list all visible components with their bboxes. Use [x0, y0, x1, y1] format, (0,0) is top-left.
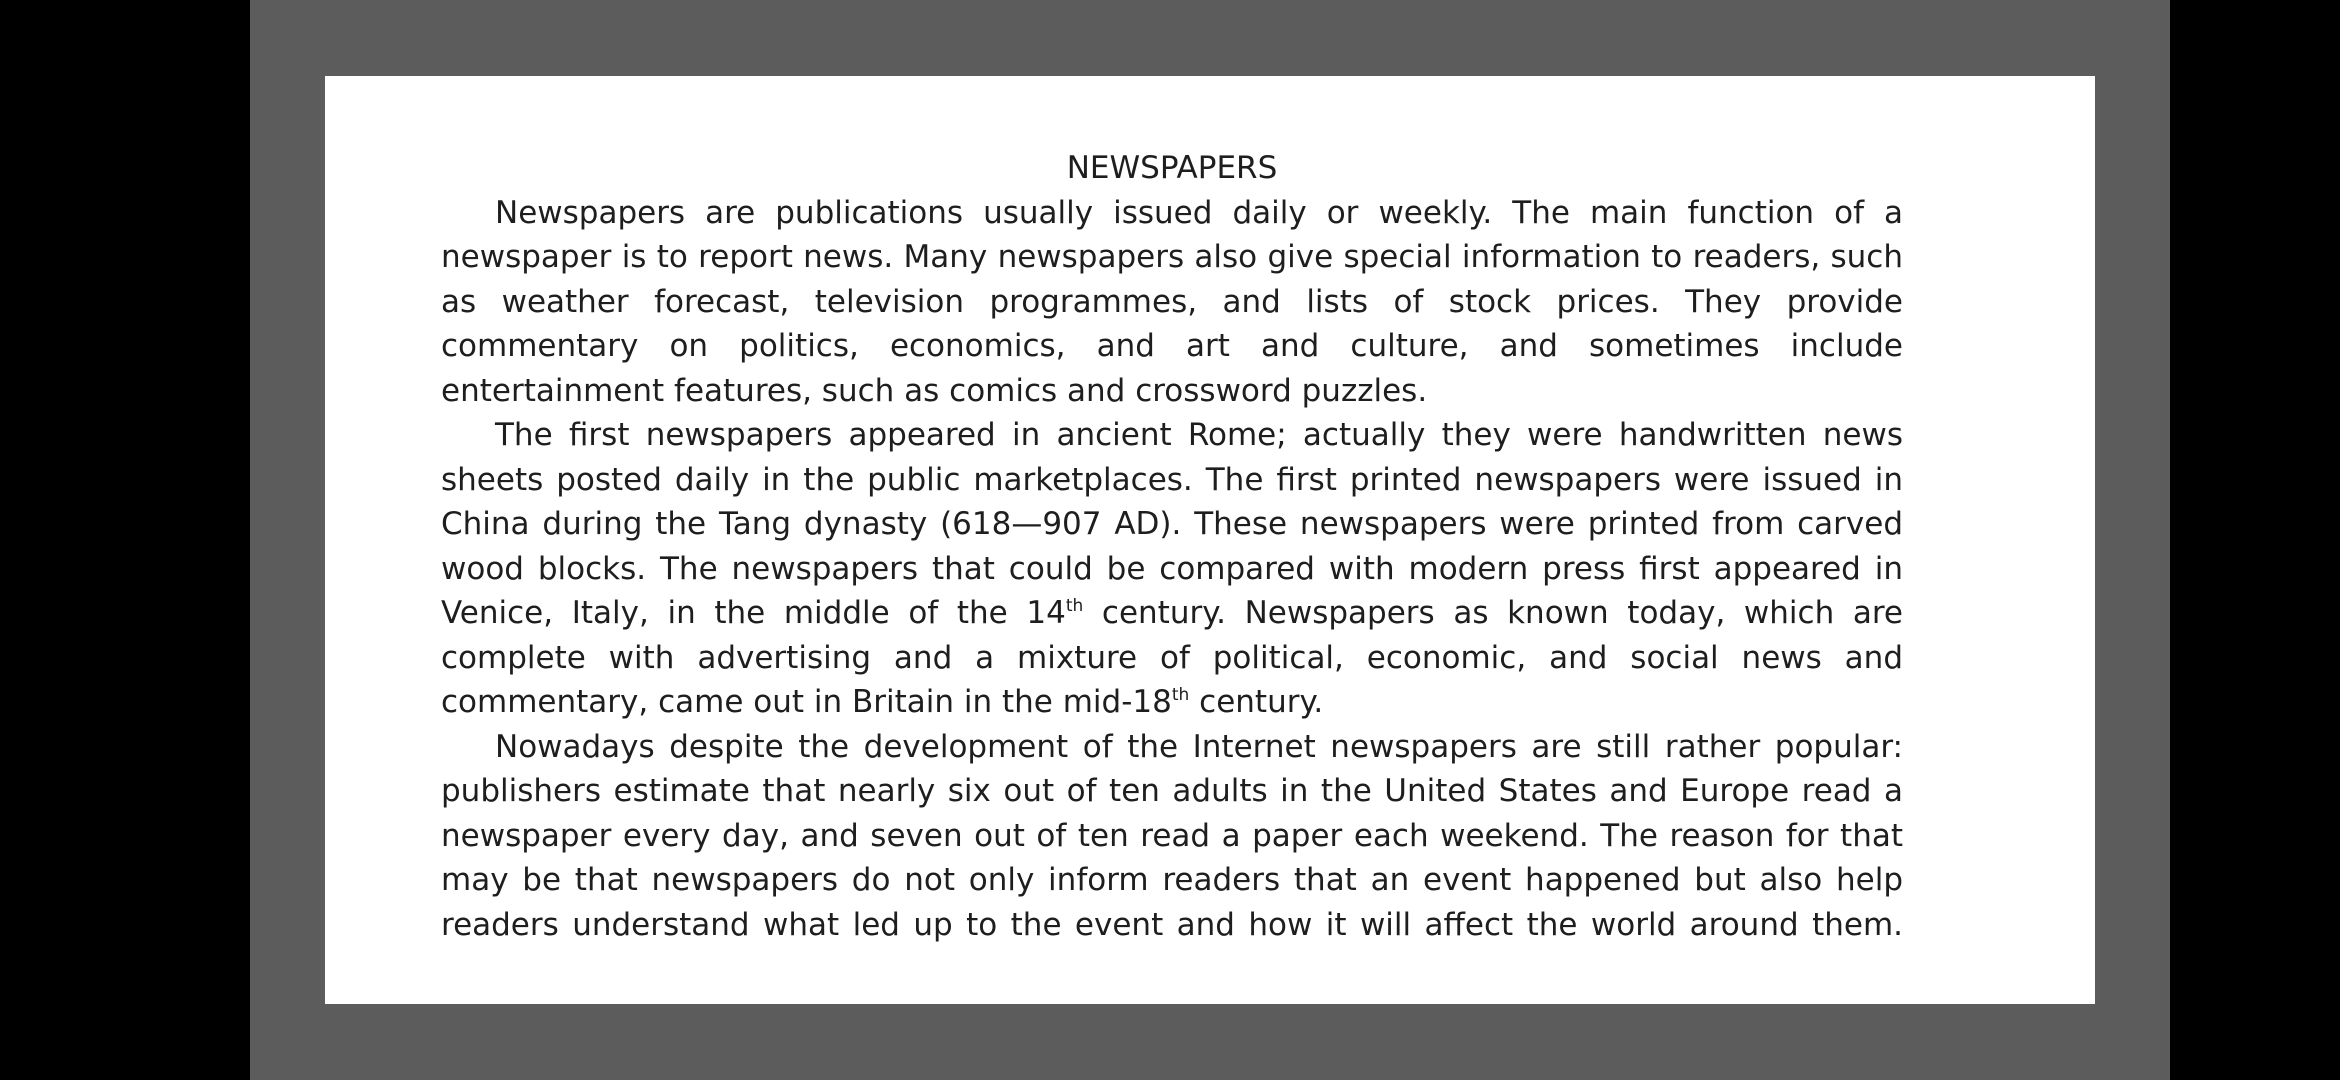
document-viewer [250, 0, 2170, 1080]
paragraph-1: Newspapers are publications usually issued daily or weekly. The main function of a newspaper is to report news. Many newspapers also give special information to readers, such as weather forecast, television programmes, and lists of stock prices. They provide commentary on politics, economics, and art and culture, and sometimes include entertainment features, such as comics and crossword puzzles. [441, 194, 1903, 409]
document-page [325, 76, 2095, 1004]
paragraph-2-part-a: The first newspapers appeared in ancient Rome; actually they were handwritten news sheets posted daily in the public marketplaces. The first printed newspapers were issued in China during the Tang dynasty (618—907 AD). These newspapers were printed from carved wood blocks. The newspapers that could be compared with modern press first appeared in Venice, Italy, in the middle of the 14 [441, 417, 1903, 631]
superscript-th-2: th [1171, 685, 1190, 705]
paragraph-2-part-b: century. Newspapers as known today, which are complete with advertising and a mixture of political, economic, and social news and commentary, came out in Britain in the mid-18 [441, 595, 1903, 720]
paragraph-2 [441, 413, 1903, 725]
document-content [441, 146, 1903, 947]
superscript-th-1: th [1065, 596, 1084, 616]
document-title: NEWSPAPERS [1066, 150, 1278, 186]
paragraph-3: Nowadays despite the development of the Internet newspapers are still rather popular: publishers estimate that nearly six out of ten adults in the United States and Europe read a newspaper every day, and seven out of ten read a paper each weekend. The reason for that may be that newspapers do not only inform readers that an event happened but also help readers understand what led up to the event and how it will affect the world around them. [441, 728, 1903, 943]
paragraph-2-part-c: century. [1189, 684, 1324, 720]
